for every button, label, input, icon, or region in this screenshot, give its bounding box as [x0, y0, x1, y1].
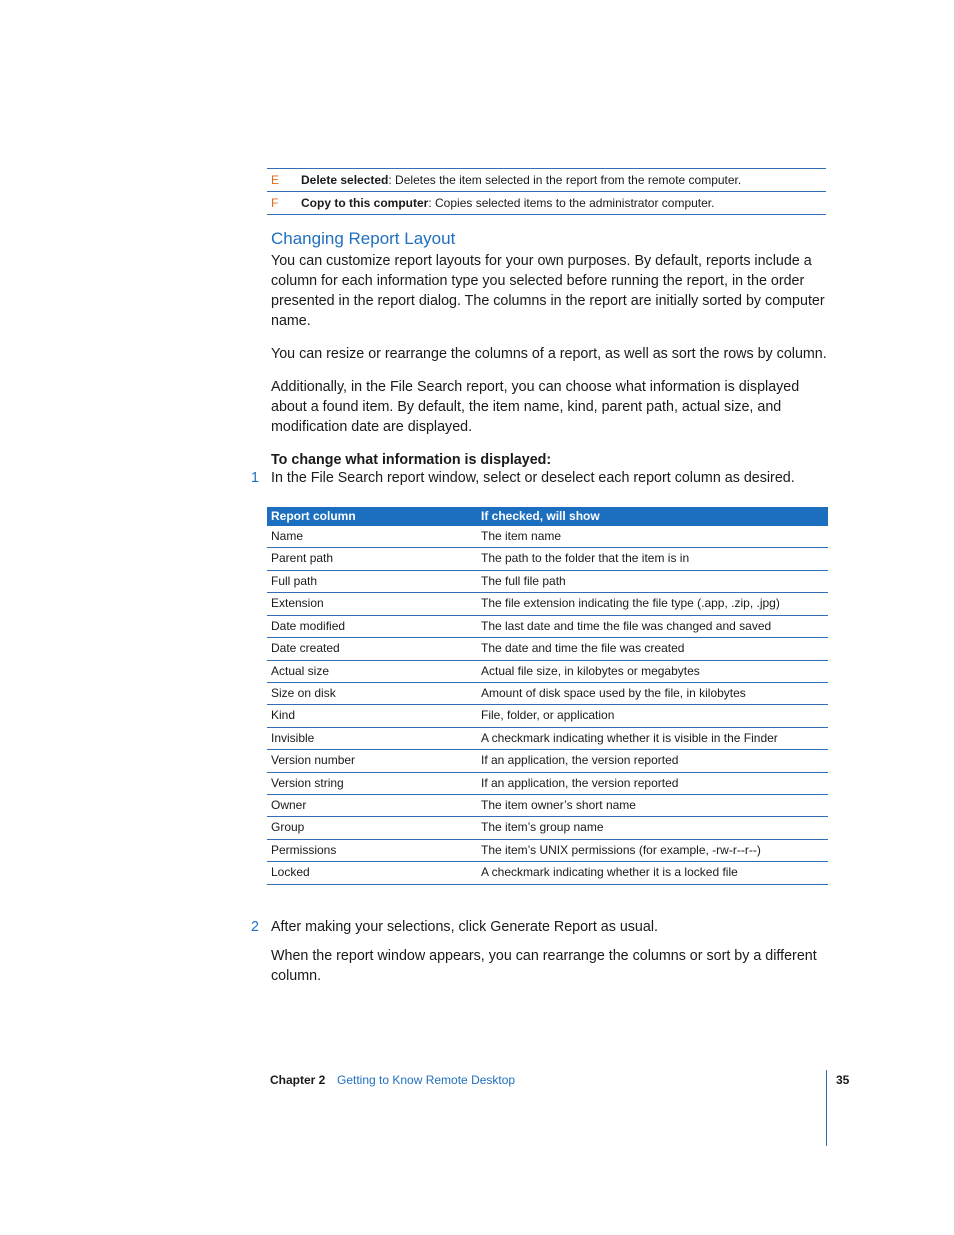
table-row — [267, 862, 828, 884]
header-report-column: Report column — [271, 509, 356, 523]
cell-report-column: Name — [271, 529, 304, 543]
table-row — [267, 526, 828, 548]
table-row — [267, 683, 828, 705]
table-row — [267, 548, 828, 570]
table-row — [267, 661, 828, 683]
cell-description: The date and time the file was created — [481, 641, 685, 656]
cell-description: If an application, the version reported — [481, 775, 679, 790]
cell-description: The item name — [481, 529, 562, 543]
cell-report-column: Extension — [271, 596, 324, 611]
table-row — [267, 638, 828, 660]
cell-report-column: Date modified — [271, 618, 346, 633]
footer-chapter-title: Getting to Know Remote Desktop — [337, 1073, 516, 1087]
cell-description: The file extension indicating the file type (.app, .zip, .jpg) — [481, 596, 780, 611]
cell-description: Actual file size, in kilobytes or megabytes — [481, 663, 700, 678]
cell-report-column: Permissions — [271, 842, 337, 857]
table-row — [267, 817, 828, 839]
page-number: 35 — [836, 1073, 850, 1087]
cell-description: A checkmark indicating whether it is visible in the Finder — [481, 730, 778, 745]
table-row — [267, 750, 828, 772]
table-row — [267, 773, 828, 795]
cell-report-column: Version string — [271, 775, 344, 790]
cell-report-column: Version number — [271, 753, 356, 768]
paragraph-resize: You can resize or rearrange the columns of a report, as well as sort the rows by column. — [271, 346, 827, 362]
table-row — [267, 705, 828, 727]
step-text: In the File Search report window, select or deselect each report column as desired. — [271, 470, 795, 486]
key-term: Delete selected — [301, 173, 389, 187]
cell-report-column: Actual size — [271, 663, 330, 678]
cell-description: The path to the folder that the item is in — [481, 551, 690, 566]
key-letter: E — [271, 173, 280, 187]
table-row — [267, 593, 828, 615]
step-text: After making your selections, click Generate Report as usual. — [271, 919, 658, 935]
cell-description: A checkmark indicating whether it is a locked file — [481, 865, 738, 880]
report-columns-table — [267, 507, 828, 885]
cell-report-column: Size on disk — [271, 685, 336, 700]
cell-report-column: Group — [271, 820, 305, 835]
table-row — [267, 616, 828, 638]
cell-report-column: Full path — [271, 573, 318, 588]
cell-description: The full file path — [481, 573, 566, 588]
key-row-f — [267, 192, 826, 215]
cell-description: The item’s group name — [481, 820, 604, 835]
task-title: To change what information is displayed: — [271, 452, 552, 468]
key-text — [301, 196, 714, 210]
key-desc: : Deletes the item selected in the report from the remote computer. — [388, 173, 742, 187]
footer-divider — [826, 1070, 827, 1146]
paragraph-intro: You can customize report layouts for your own purposes. By default, reports include a column for each information type you selected before running the report, in the order presented in the report dialog. The columns in the report are initially sorted by computer name. — [271, 253, 825, 329]
cell-report-column: Parent path — [271, 551, 334, 566]
key-desc: : Copies selected items to the administrator computer. — [428, 196, 715, 210]
cell-report-column: Invisible — [271, 730, 315, 745]
cell-description: The item’s UNIX permissions (for example, -rw-r--r--) — [481, 842, 761, 857]
step-number: 1 — [251, 470, 259, 486]
step-number: 2 — [251, 919, 259, 935]
cell-report-column: Date created — [271, 641, 340, 656]
cell-description: File, folder, or application — [481, 708, 615, 723]
footer-chapter: Chapter 2 — [270, 1073, 326, 1087]
key-term: Copy to this computer — [301, 196, 429, 210]
cell-report-column: Locked — [271, 865, 310, 880]
key-text — [301, 173, 741, 187]
cell-description: The last date and time the file was changed and saved — [481, 618, 772, 633]
callout-key-table — [267, 168, 826, 215]
key-letter: F — [271, 196, 279, 210]
cell-report-column: Kind — [271, 708, 296, 723]
cell-description: The item owner’s short name — [481, 798, 636, 813]
cell-description: If an application, the version reported — [481, 753, 679, 768]
table-row — [267, 571, 828, 593]
key-row-e — [267, 169, 826, 192]
section-heading: Changing Report Layout — [271, 229, 456, 248]
paragraph-file-search: Additionally, in the File Search report, you can choose what information is displayed about a found item. By default, the item name, kind, parent path, actual size, and modification date are displayed. — [271, 379, 800, 435]
table-row — [267, 795, 828, 817]
header-if-checked: If checked, will show — [481, 509, 600, 523]
table-row — [267, 728, 828, 750]
table-header — [267, 507, 828, 526]
paragraph-report-window: When the report window appears, you can rearrange the columns or sort by a different column. — [271, 948, 817, 984]
table-row — [267, 840, 828, 862]
cell-report-column: Owner — [271, 798, 307, 813]
cell-description: Amount of disk space used by the file, in kilobytes — [481, 685, 746, 700]
